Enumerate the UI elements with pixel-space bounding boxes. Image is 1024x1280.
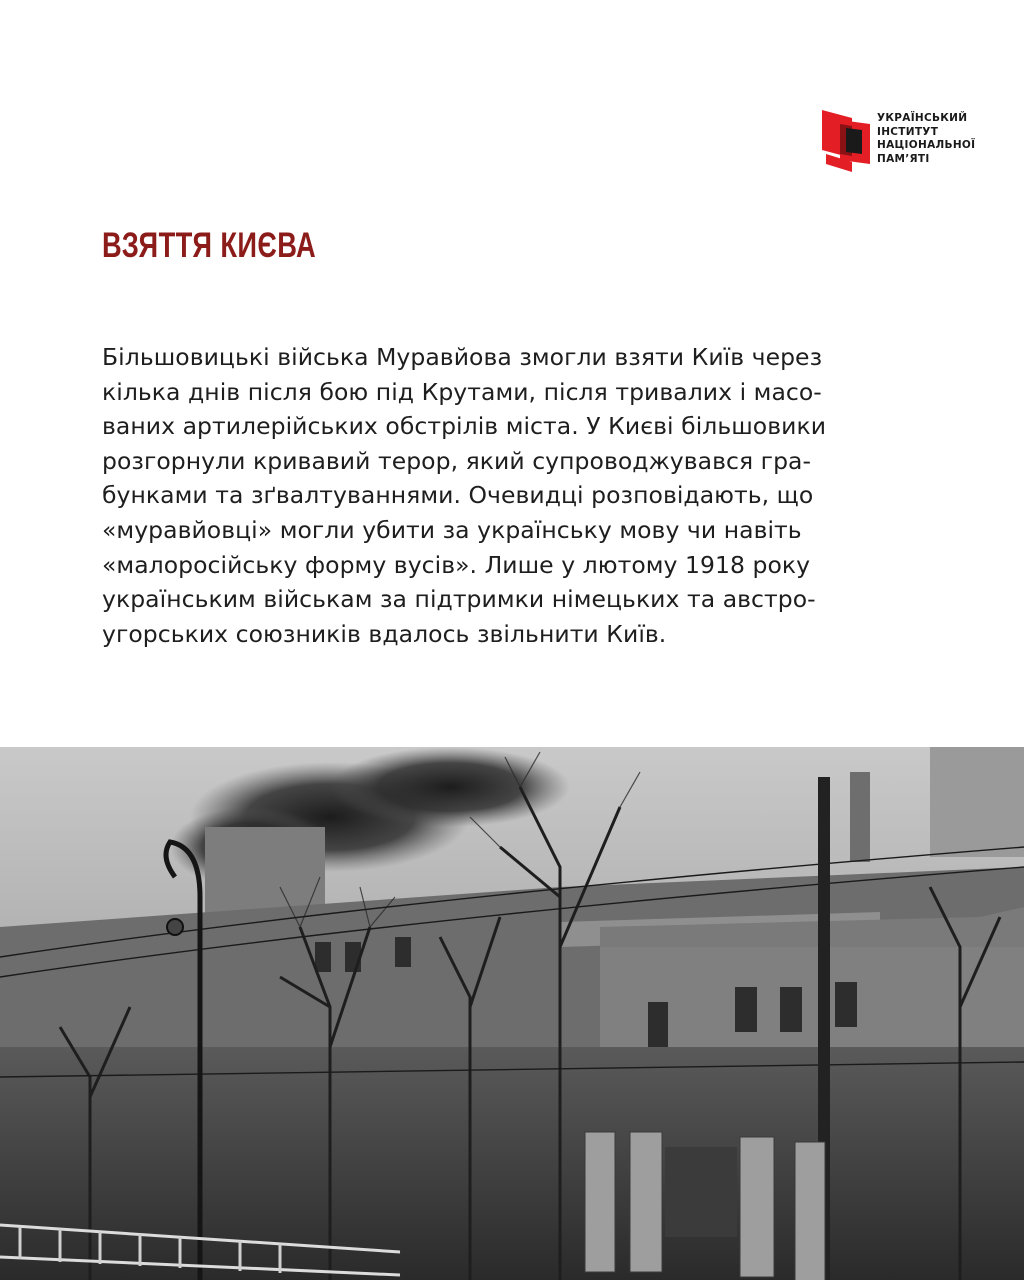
- logo-line-2: ІНСТИТУТ: [877, 125, 939, 138]
- paragraph-line: угорських союзників вдалось звільнити Київ.: [102, 619, 667, 648]
- paragraph-line: ваних артилерійських обстрілів міста. У Києві більшовики: [102, 412, 827, 441]
- paragraph-line: кілька днів після бою під Крутами, після тривалих і масо-: [102, 377, 822, 406]
- historical-photo: [0, 747, 1024, 1280]
- article-paragraph: [102, 340, 932, 651]
- paragraph-line: «малоросійську форму вусів». Лише у лютому 1918 року: [102, 550, 811, 579]
- logo-line-4: ПАМ’ЯТІ: [877, 152, 930, 165]
- paragraph-line: бунками та зґвалтуваннями. Очевидці розповідають, що: [102, 481, 814, 510]
- logo-line-1: УКРАЇНСЬКИЙ: [877, 112, 968, 124]
- page-title: ВЗЯТТЯ КИЄВА: [102, 226, 317, 265]
- paragraph-line: «муравйовці» могли убити за українську мову чи навіть: [102, 515, 802, 544]
- logo-text: [877, 112, 975, 166]
- paragraph-line: українським військам за підтримки німецьких та австро-: [102, 585, 816, 614]
- institute-logo: [822, 110, 992, 174]
- logo-line-3: НАЦІОНАЛЬНОЇ: [877, 139, 976, 151]
- uinp-logo-icon: [822, 110, 870, 172]
- paragraph-line: Більшовицькі війська Муравйова змогли взяти Київ через: [102, 343, 823, 371]
- paragraph-line: розгорнули кривавий терор, який супроводжувався гра-: [102, 446, 812, 475]
